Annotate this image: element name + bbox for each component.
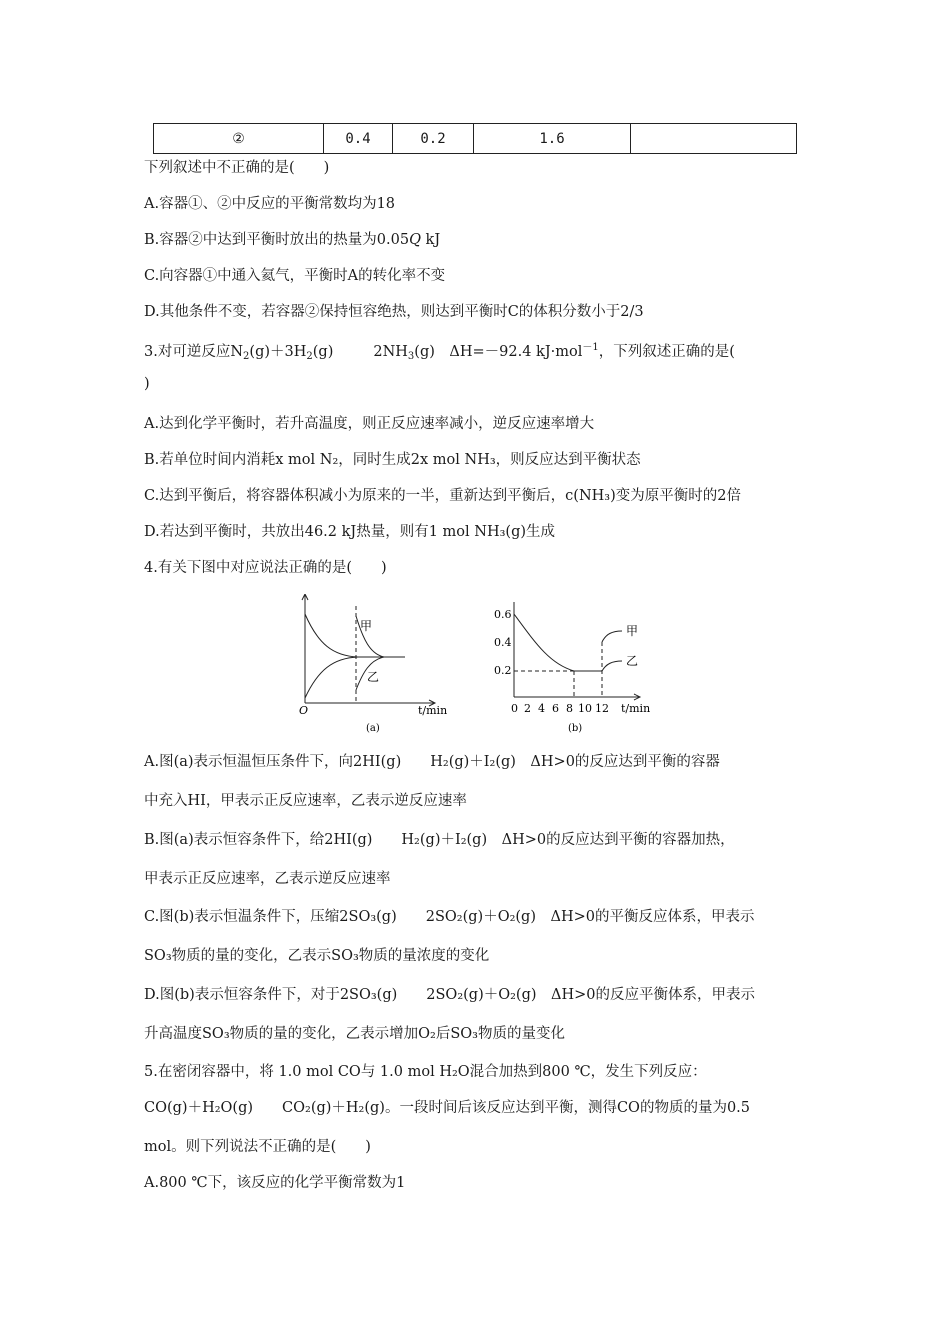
graph-b-yi-curve: [602, 661, 622, 671]
graph-a-origin: O: [299, 704, 309, 717]
q3-option-a: A.达到化学平衡时，若升高温度，则正反应速率减小，逆反应速率增大: [144, 416, 595, 432]
q5-stem-line2: CO(g)＋H₂O(g) CO₂(g)＋H₂(g)。一段时间后该反应达到平衡，测得CO的物质的量为0.5: [144, 1100, 751, 1116]
graph-b-jia-curve: [602, 631, 622, 642]
q4-option-a-line1: A.图(a)表示恒温恒压条件下，向2HI(g) H₂(g)＋I₂(g) ΔH>0的反应达到平衡的容器: [144, 754, 720, 770]
graph-b-xtick: 12: [595, 702, 609, 715]
q5-option-a: A.800 ℃下，该反应的化学平衡常数为1: [144, 1175, 406, 1191]
table-cell: 0.2: [393, 124, 474, 154]
graph-b-caption: (b): [568, 723, 583, 734]
graph-b-ytick: 0.6: [494, 608, 512, 621]
graph-a-reverse-curve: [305, 657, 358, 698]
q4-option-b-line1: B.图(a)表示恒容条件下，给2HI(g) H₂(g)＋I₂(g) ΔH>0的反应达到平衡的容器加热，: [144, 832, 735, 848]
q5-stem-line1: 5.在密闭容器中，将 1.0 mol CO与 1.0 mol H₂O混合加热到800 ℃，发生下列反应：: [144, 1064, 707, 1080]
q2-option-c: C.向容器①中通入氦气，平衡时A的转化率不变: [144, 268, 446, 284]
q3-stem: 3.对可逆反应$N_2(g)+3H_2(g)$ $2NH_3(g)$ ΔH=－92.4 kJ·mol$^{-1}$，下列叙述正确的是(: [144, 342, 735, 362]
graph-b-label-jia: 甲: [626, 624, 639, 638]
q2-option-b: B.容器②中达到平衡时放出的热量为0.05Q kJ: [144, 232, 441, 248]
graph-a-label-jia: 甲: [360, 619, 373, 633]
graph-b-xlabel: t/min: [621, 702, 651, 715]
graph-b-label-yi: 乙: [626, 654, 639, 668]
graph-b-xtick: 4: [538, 702, 545, 715]
q4-option-c-line2: SO₃物质的量的变化，乙表示SO₃物质的量浓度的变化: [144, 948, 490, 964]
graph-b-xtick: 2: [524, 702, 531, 715]
q4-option-d-line2: 升高温度SO₃物质的量的变化，乙表示增加O₂后SO₃物质的量变化: [144, 1026, 565, 1042]
q3-option-d: D.若达到平衡时，共放出46.2 kJ热量，则有1 mol NH₃(g)生成: [144, 524, 556, 540]
q3-option-b: B.若单位时间内消耗x mol N₂，同时生成2x mol NH₃，则反应达到平衡状态: [144, 452, 641, 468]
q3-option-c: C.达到平衡后，将容器体积减小为原来的一半，重新达到平衡后，c(NH₃)变为原平衡时的2倍: [144, 488, 741, 504]
q4-figure: [288, 594, 666, 742]
table-cell: ②: [154, 124, 324, 154]
q4-option-b-line2: 甲表示正反应速率，乙表示逆反应速率: [144, 871, 391, 887]
graph-b: [514, 602, 640, 700]
graph-a-forward-curve: [305, 614, 358, 657]
q4-stem: 4.有关下图中对应说法正确的是( ): [144, 560, 387, 576]
q3-stem-close: ): [144, 376, 150, 392]
graph-b-xtick: 6: [552, 702, 559, 715]
graph-a-label-yi: 乙: [367, 670, 380, 684]
q4-option-d-line1: D.图(b)表示恒容条件下，对于2SO₃(g) 2SO₂(g)＋O₂(g) ΔH>0的反应平衡体系，甲表示: [144, 987, 756, 1003]
graph-b-xtick: 10: [578, 702, 592, 715]
graph-a-xlabel: t/min: [418, 704, 448, 717]
graph-b-decay-curve: [514, 614, 574, 671]
q5-stem-line3: mol。则下列说法不正确的是( ): [144, 1139, 371, 1155]
table-row: [154, 124, 797, 154]
q4-option-c-line1: C.图(b)表示恒温条件下，压缩2SO₃(g) 2SO₂(g)＋O₂(g) ΔH>0的平衡反应体系，甲表示: [144, 909, 755, 925]
graph-a: [302, 594, 435, 706]
graph-a-caption: (a): [366, 723, 380, 734]
graph-b-xtick: 0: [511, 702, 518, 715]
graph-b-ytick: 0.4: [494, 636, 512, 649]
table-cell: 1.6: [474, 124, 631, 154]
q4-graphs: [288, 594, 666, 742]
graph-b-ytick: 0.2: [494, 664, 512, 677]
q2-stem: 下列叙述中不正确的是( ): [144, 160, 330, 176]
q4-option-a-line2: 中充入HI，甲表示正反应速率，乙表示逆反应速率: [144, 793, 467, 809]
data-table: [153, 123, 797, 154]
table-cell: [631, 124, 797, 154]
graph-b-xtick: 8: [566, 702, 573, 715]
q2-option-a: A.容器①、②中反应的平衡常数均为18: [144, 196, 396, 212]
table-cell: 0.4: [324, 124, 393, 154]
q2-option-d: D.其他条件不变，若容器②保持恒容绝热，则达到平衡时C的体积分数小于2/3: [144, 304, 644, 320]
